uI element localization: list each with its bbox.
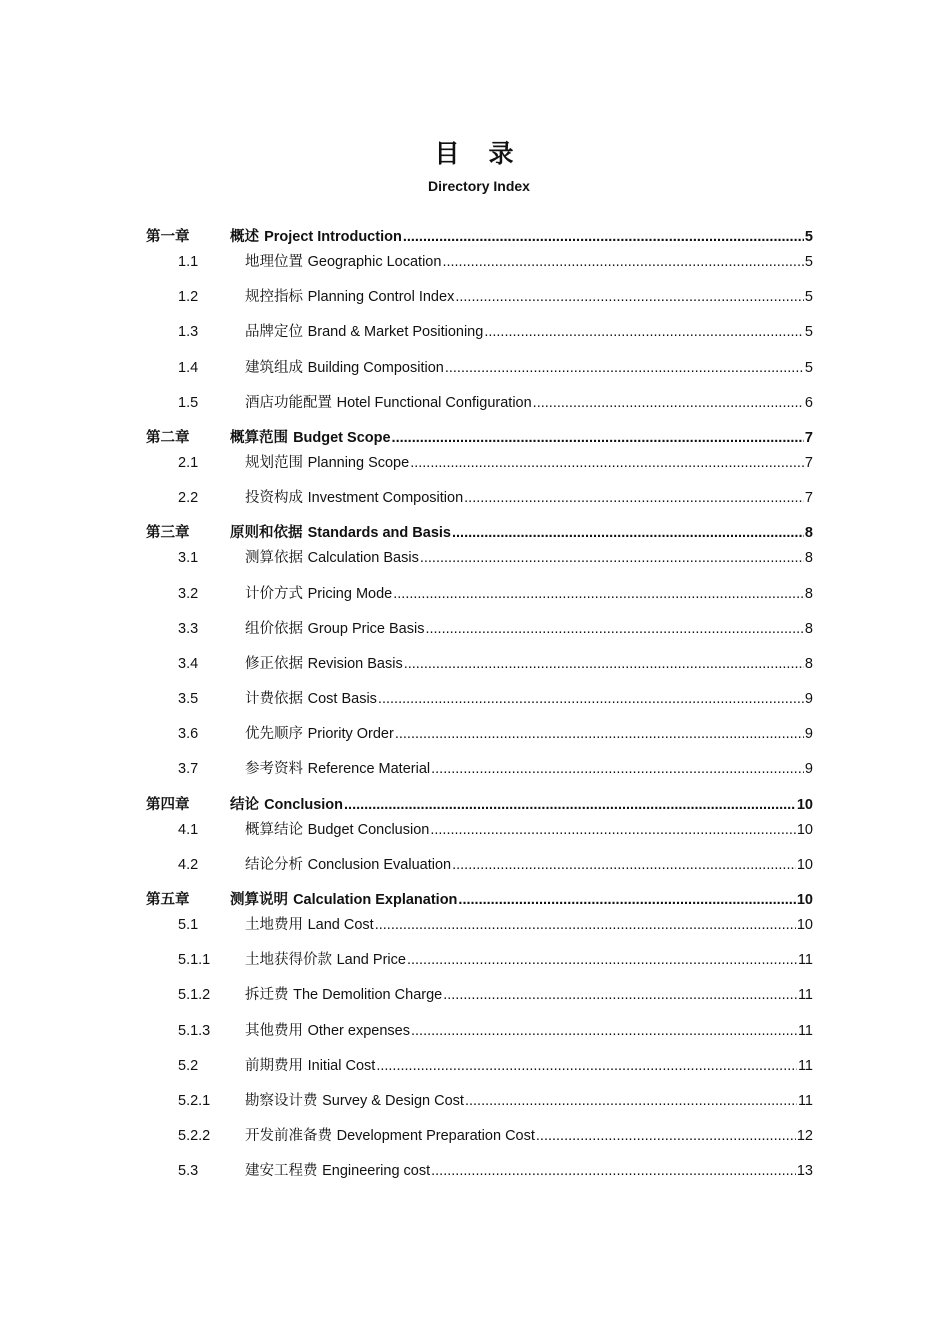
toc-section-row[interactable] xyxy=(0,486,950,521)
toc-leader-dots xyxy=(452,853,796,877)
toc-section-title-en: Land Price xyxy=(336,952,406,969)
toc-section-row[interactable] xyxy=(0,617,950,652)
toc-section-title xyxy=(245,983,442,1007)
toc-section-title xyxy=(245,722,394,746)
toc-section-title-en: Group Price Basis xyxy=(307,620,425,637)
toc-section-page: 5 xyxy=(804,359,813,376)
toc-section-row[interactable] xyxy=(0,983,950,1018)
toc-section-title-cn: 参考资料 xyxy=(245,761,308,778)
toc-section-number: 3.4 xyxy=(178,655,199,672)
toc-section-title-en: Brand & Market Positioning xyxy=(307,324,484,341)
toc-leader-dots xyxy=(536,1124,796,1148)
toc-leader-dots xyxy=(455,285,804,309)
toc-section-title-en: Initial Cost xyxy=(307,1057,376,1074)
toc-section-title xyxy=(245,948,406,972)
toc-chapter-page: 10 xyxy=(796,796,813,813)
toc-section-row[interactable] xyxy=(0,1089,950,1124)
toc-section-row[interactable] xyxy=(0,1124,950,1159)
toc-section-page: 5 xyxy=(804,324,813,341)
toc-section-title xyxy=(245,1054,375,1078)
toc-section-row[interactable] xyxy=(0,391,950,426)
toc-chapter-title xyxy=(230,793,343,818)
toc-section-row[interactable] xyxy=(0,853,950,888)
toc-section-row[interactable] xyxy=(0,320,950,355)
toc-leader-dots xyxy=(392,426,804,451)
toc-leader-dots xyxy=(404,652,804,676)
toc-leader-dots xyxy=(443,983,797,1007)
toc-section-title xyxy=(245,913,374,937)
toc-section-title xyxy=(245,356,444,380)
toc-section-row[interactable] xyxy=(0,546,950,581)
toc-section-number: 3.5 xyxy=(178,691,199,708)
toc-section-title-en: Other expenses xyxy=(307,1022,410,1039)
toc-section-title xyxy=(245,1159,430,1183)
page-title: 目 录 xyxy=(434,139,516,168)
toc-chapter-title xyxy=(230,888,457,913)
toc-section-title-en: Planning Control Index xyxy=(307,289,455,306)
toc-chapter-title-en: Project Introduction xyxy=(264,229,402,245)
toc-section-title-cn: 建筑组成 xyxy=(245,359,308,376)
toc-leader-dots xyxy=(376,1054,797,1078)
toc-section-title-cn: 规控指标 xyxy=(245,289,308,306)
toc-chapter-row[interactable] xyxy=(0,225,950,250)
toc-chapter-title-en: Calculation Explanation xyxy=(293,892,458,908)
toc-section-row[interactable] xyxy=(0,687,950,722)
toc-section-title-en: Revision Basis xyxy=(307,655,403,672)
toc-chapter-title-en: Standards and Basis xyxy=(307,525,451,542)
toc-section-row[interactable] xyxy=(0,356,950,391)
toc-chapter-page: 8 xyxy=(804,525,813,542)
toc-section-title-en: Pricing Mode xyxy=(307,585,393,602)
toc-section-number: 4.2 xyxy=(178,856,199,873)
toc-section-row[interactable] xyxy=(0,1054,950,1089)
toc-section-title-cn: 拆迁费 xyxy=(245,987,294,1004)
toc-leader-dots xyxy=(431,757,804,781)
toc-section-row[interactable] xyxy=(0,757,950,792)
toc-section-title xyxy=(245,1019,410,1043)
toc-section-page: 9 xyxy=(804,726,813,743)
toc-chapter-title xyxy=(230,521,451,546)
toc-chapter-number: 第二章 xyxy=(146,429,190,446)
page-subtitle: Directory Index xyxy=(428,178,530,194)
toc-section-row[interactable] xyxy=(0,1019,950,1054)
toc-chapter-number: 第三章 xyxy=(146,525,190,542)
toc-section-number: 5.2.1 xyxy=(178,1092,211,1109)
toc-section-title-cn: 优先顺序 xyxy=(245,726,308,743)
toc-section-title-en: Calculation Basis xyxy=(307,550,419,567)
toc-section-number: 3.7 xyxy=(178,761,199,778)
toc-chapter-page: 10 xyxy=(796,892,813,908)
toc-section-page: 9 xyxy=(804,761,813,778)
toc-section-title-cn: 地理位置 xyxy=(245,254,308,270)
toc-section-number: 1.2 xyxy=(178,289,199,306)
toc-section-page: 11 xyxy=(797,1057,813,1074)
toc-section-title-cn: 品牌定位 xyxy=(245,324,308,341)
toc-section-row[interactable] xyxy=(0,250,950,285)
toc-leader-dots xyxy=(393,582,804,606)
toc-leader-dots xyxy=(407,948,797,972)
toc-section-title-cn: 结论分析 xyxy=(245,856,308,873)
toc-section-row[interactable] xyxy=(0,582,950,617)
toc-section-title-en: Budget Conclusion xyxy=(307,821,430,838)
toc-section-title-en: Development Preparation Cost xyxy=(336,1128,535,1145)
toc-chapter-title-cn: 概算范围 xyxy=(230,429,294,446)
toc-section-row[interactable] xyxy=(0,722,950,757)
toc-section-title-cn: 土地费用 xyxy=(245,917,308,933)
toc-leader-dots xyxy=(484,320,804,344)
toc-section-number: 5.1.1 xyxy=(178,952,211,969)
toc-section-title xyxy=(245,1124,535,1148)
toc-section-page: 11 xyxy=(797,1092,813,1109)
toc-section-page: 8 xyxy=(804,655,813,672)
toc-section-title xyxy=(245,1089,464,1113)
toc-leader-dots xyxy=(452,521,804,546)
toc-section-number: 1.1 xyxy=(178,254,199,270)
toc-section-title-cn: 概算结论 xyxy=(245,821,308,838)
toc-section-number: 1.4 xyxy=(178,359,199,376)
toc-section-number: 5.2.2 xyxy=(178,1128,211,1145)
toc-section-number: 4.1 xyxy=(178,821,199,838)
toc-section-page: 10 xyxy=(796,856,813,873)
toc-section-number: 5.1 xyxy=(178,917,199,933)
toc-chapter-row[interactable] xyxy=(0,888,950,913)
toc-section-page: 5 xyxy=(804,289,813,306)
toc-section-title-cn: 酒店功能配置 xyxy=(245,394,337,411)
toc-section-page: 8 xyxy=(804,620,813,637)
toc-section-page: 7 xyxy=(804,490,813,507)
toc-section-title-cn: 计价方式 xyxy=(245,585,308,602)
toc-section-row[interactable] xyxy=(0,652,950,687)
toc-leader-dots xyxy=(378,687,804,711)
toc-chapter-title-en: Budget Scope xyxy=(293,429,391,446)
toc-section-title xyxy=(245,582,392,606)
toc-section-number: 1.3 xyxy=(178,324,199,341)
toc-chapter-title-cn: 原则和依据 xyxy=(230,525,308,542)
toc-section-title xyxy=(245,285,454,309)
toc-section-title xyxy=(245,320,483,344)
toc-section-title-cn: 其他费用 xyxy=(245,1022,308,1039)
toc-leader-dots xyxy=(465,1089,797,1113)
toc-chapter-title xyxy=(230,426,391,451)
toc-leader-dots xyxy=(430,818,796,842)
toc-section-page: 11 xyxy=(797,1022,813,1039)
toc-section-title-en: Hotel Functional Configuration xyxy=(336,394,532,411)
toc-chapter-page: 5 xyxy=(804,229,813,245)
toc-leader-dots xyxy=(403,225,804,250)
toc-section-title-en: Engineering cost xyxy=(322,1163,431,1180)
toc-section-title-cn: 前期费用 xyxy=(245,1057,308,1074)
toc-section-title-en: Geographic Location xyxy=(307,254,442,270)
toc-section-title-en: Conclusion Evaluation xyxy=(307,856,452,873)
toc-section-title-en: Reference Material xyxy=(307,761,431,778)
toc-section-title-en: Survey & Design Cost xyxy=(322,1092,464,1109)
toc-chapter-title-en: Conclusion xyxy=(264,796,344,813)
table-of-contents xyxy=(0,225,950,1195)
toc-leader-dots xyxy=(344,793,796,818)
toc-section-title-cn: 修正依据 xyxy=(245,655,308,672)
toc-chapter-title-cn: 结论 xyxy=(230,796,265,813)
toc-section-number: 1.5 xyxy=(178,394,199,411)
toc-section-title-cn: 建安工程费 xyxy=(245,1163,323,1180)
toc-section-number: 5.3 xyxy=(178,1163,199,1180)
toc-section-title-en: Priority Order xyxy=(307,726,394,743)
toc-section-page: 13 xyxy=(796,1163,813,1180)
toc-section-title-en: Cost Basis xyxy=(307,691,377,708)
toc-chapter-number: 第一章 xyxy=(146,229,190,245)
toc-section-title xyxy=(245,250,441,274)
toc-section-title xyxy=(245,451,409,475)
toc-section-number: 5.1.2 xyxy=(178,987,211,1004)
toc-section-number: 3.2 xyxy=(178,585,199,602)
toc-section-title xyxy=(245,853,451,877)
toc-section-page: 7 xyxy=(804,454,813,471)
toc-leader-dots xyxy=(533,391,804,415)
toc-section-page: 5 xyxy=(804,254,813,270)
toc-section-row[interactable] xyxy=(0,913,950,948)
toc-section-title xyxy=(245,652,403,676)
toc-section-title-cn: 测算依据 xyxy=(245,550,308,567)
toc-section-row[interactable] xyxy=(0,948,950,983)
toc-leader-dots xyxy=(410,451,804,475)
toc-section-row[interactable] xyxy=(0,451,950,486)
toc-section-title-en: Land Cost xyxy=(307,917,374,933)
toc-chapter-row[interactable] xyxy=(0,426,950,451)
toc-section-title xyxy=(245,617,424,641)
toc-chapter-row[interactable] xyxy=(0,793,950,818)
toc-section-row[interactable] xyxy=(0,285,950,320)
toc-chapter-page: 7 xyxy=(804,429,813,446)
toc-section-title-cn: 组价依据 xyxy=(245,620,308,637)
toc-section-number: 2.2 xyxy=(178,490,199,507)
toc-section-title xyxy=(245,687,377,711)
toc-section-page: 10 xyxy=(796,821,813,838)
toc-section-page: 11 xyxy=(797,987,813,1004)
toc-leader-dots xyxy=(442,250,803,274)
toc-section-title-cn: 投资构成 xyxy=(245,490,308,507)
toc-section-title-en: Planning Scope xyxy=(307,454,410,471)
toc-section-title-cn: 开发前准备费 xyxy=(245,1128,337,1145)
toc-section-number: 5.2 xyxy=(178,1057,199,1074)
toc-section-number: 3.6 xyxy=(178,726,199,743)
toc-leader-dots xyxy=(411,1019,797,1043)
toc-leader-dots xyxy=(425,617,803,641)
toc-section-row[interactable] xyxy=(0,1159,950,1194)
toc-leader-dots xyxy=(420,546,804,570)
toc-section-title-cn: 土地获得价款 xyxy=(245,952,337,969)
toc-leader-dots xyxy=(375,913,796,937)
toc-leader-dots xyxy=(431,1159,796,1183)
toc-section-title xyxy=(245,486,463,510)
toc-leader-dots xyxy=(395,722,804,746)
toc-leader-dots xyxy=(445,356,804,380)
toc-section-title xyxy=(245,391,532,415)
toc-section-title xyxy=(245,757,430,781)
toc-section-page: 12 xyxy=(796,1128,813,1145)
toc-chapter-number: 第五章 xyxy=(146,892,190,908)
toc-section-title-cn: 规划范围 xyxy=(245,454,308,471)
toc-section-page: 9 xyxy=(804,691,813,708)
toc-section-title-en: Building Composition xyxy=(307,359,444,376)
toc-section-title-en: Investment Composition xyxy=(307,490,464,507)
toc-chapter-title-cn: 测算说明 xyxy=(230,892,294,908)
toc-section-page: 8 xyxy=(804,585,813,602)
toc-section-title-cn: 计费依据 xyxy=(245,691,308,708)
toc-section-number: 5.1.3 xyxy=(178,1022,211,1039)
toc-section-page: 10 xyxy=(796,917,813,933)
toc-section-page: 6 xyxy=(804,394,813,411)
toc-section-number: 3.1 xyxy=(178,550,199,567)
toc-leader-dots xyxy=(458,888,795,913)
toc-section-number: 2.1 xyxy=(178,454,199,471)
toc-chapter-number: 第四章 xyxy=(146,796,190,813)
toc-section-row[interactable] xyxy=(0,818,950,853)
toc-section-number: 3.3 xyxy=(178,620,199,637)
toc-section-title xyxy=(245,818,429,842)
toc-section-title-cn: 勘察设计费 xyxy=(245,1092,323,1109)
toc-section-title xyxy=(245,546,419,570)
toc-chapter-row[interactable] xyxy=(0,521,950,546)
toc-chapter-title-cn: 概述 xyxy=(230,229,265,245)
toc-section-title-en: The Demolition Charge xyxy=(293,987,443,1004)
toc-section-page: 8 xyxy=(804,550,813,567)
toc-chapter-title xyxy=(230,225,402,250)
toc-section-page: 11 xyxy=(797,952,813,969)
toc-leader-dots xyxy=(464,486,804,510)
